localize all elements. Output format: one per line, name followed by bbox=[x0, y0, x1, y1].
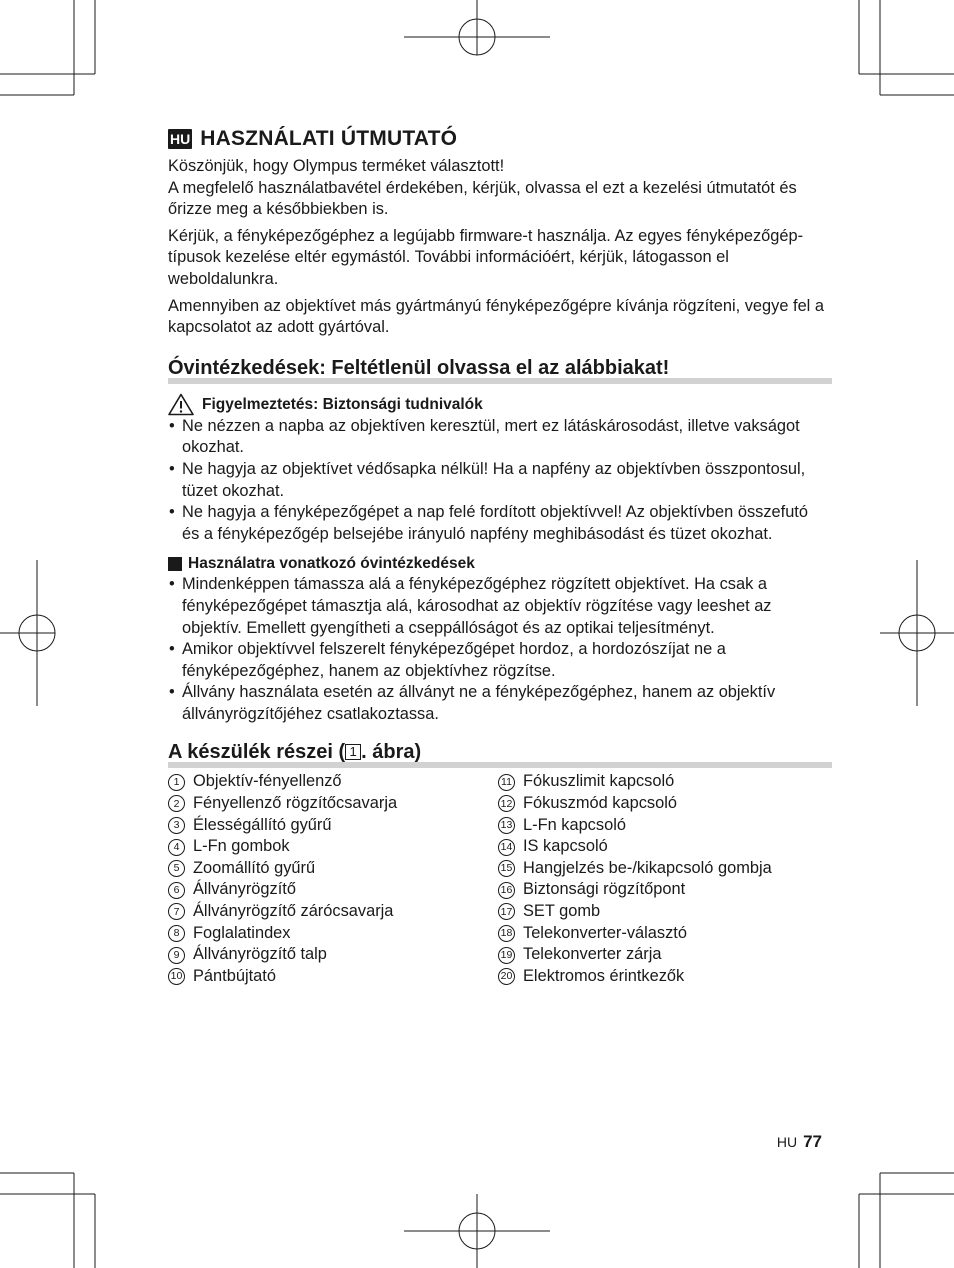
part-label: Biztonsági rögzítőpont bbox=[523, 880, 686, 899]
part-label: Telekonverter zárja bbox=[523, 945, 662, 964]
circled-number-icon: 7 bbox=[168, 903, 185, 920]
list-item bbox=[168, 858, 498, 880]
list-item bbox=[498, 771, 828, 793]
part-label: Pántbújtató bbox=[193, 966, 276, 985]
circled-number-icon: 13 bbox=[498, 817, 515, 834]
parts-column-left bbox=[168, 771, 498, 987]
list-item bbox=[168, 923, 498, 945]
circled-number-icon: 19 bbox=[498, 947, 515, 964]
parts-column-right bbox=[498, 771, 828, 987]
circled-number-icon: 8 bbox=[168, 925, 185, 942]
list-item: • Ne hagyja a fényképezőgépet a nap felé fordított objektívvel! Az objektívben összefutó és a fényképezőgép belsejébe irányuló napfény meghibásodást és tüzet okozhat. bbox=[168, 502, 828, 545]
parts-heading bbox=[168, 739, 828, 767]
list-item bbox=[498, 793, 828, 815]
warning-heading bbox=[168, 393, 828, 416]
list-item bbox=[168, 966, 498, 988]
part-label: Telekonverter-választó bbox=[523, 923, 687, 942]
circled-number-icon: 14 bbox=[498, 839, 515, 856]
list-item: • Mindenképpen támassza alá a fényképezőgéphez rögzített objektívet. Ha csak a fényképezőgépet támasztja alá, károsodhat az objektív rögzítése vagy leeshet az objektív. Emellett gyengítheti a cseppállóságot és az optikai teljesítményt. bbox=[168, 574, 828, 639]
page-content bbox=[168, 124, 828, 987]
list-item bbox=[498, 923, 828, 945]
part-label: L-Fn gombok bbox=[193, 837, 290, 856]
part-label: Állványrögzítő bbox=[193, 880, 296, 899]
usage-list bbox=[168, 574, 828, 725]
list-item bbox=[168, 793, 498, 815]
list-item bbox=[498, 944, 828, 966]
warning-list bbox=[168, 416, 828, 546]
circled-number-icon: 2 bbox=[168, 795, 185, 812]
warning-triangle-icon bbox=[168, 393, 194, 416]
parts-heading-pre: A készülék részei ( bbox=[168, 741, 346, 764]
part-label: L-Fn kapcsoló bbox=[523, 815, 626, 834]
part-label: Fényellenző rögzítőcsavarja bbox=[193, 794, 398, 813]
part-label: Elektromos érintkezők bbox=[523, 966, 685, 985]
part-label: Élességállító gyűrű bbox=[193, 815, 332, 834]
intro-firmware: Kérjük, a fényképezőgéphez a legújabb firmware-t használja. Az egyes fényképezőgép-típusok kezelése eltér egymástól. További információért, kérjük, látogasson el weboldalunkra. bbox=[168, 226, 804, 288]
warning-title: Figyelmeztetés: Biztonsági tudnivalók bbox=[202, 395, 483, 413]
circled-number-icon: 10 bbox=[168, 968, 185, 985]
part-label: Objektív-fényellenző bbox=[193, 772, 342, 791]
square-bullet-icon bbox=[168, 557, 182, 571]
circled-number-icon: 12 bbox=[498, 795, 515, 812]
circled-number-icon: 9 bbox=[168, 947, 185, 964]
usage-heading bbox=[168, 553, 828, 574]
circled-number-icon: 11 bbox=[498, 774, 515, 791]
figure-ref-box: 1 bbox=[345, 744, 361, 760]
page-title-row bbox=[168, 124, 828, 154]
precautions-heading: Óvintézkedések: Feltétlenül olvassa el az alábbiakat! bbox=[168, 355, 828, 383]
list-item: • Amikor objektívvel felszerelt fényképezőgépet hordoz, a hordozószíjat ne a fényképezőgéphez, hanem az objektívhez rögzítse. bbox=[168, 639, 828, 682]
list-item bbox=[498, 858, 828, 880]
list-item bbox=[168, 879, 498, 901]
circled-number-icon: 4 bbox=[168, 839, 185, 856]
page-number: 77 bbox=[803, 1132, 822, 1151]
part-label: Foglalatindex bbox=[193, 923, 291, 942]
intro-thanks: Köszönjük, hogy Olympus terméket választott! bbox=[168, 157, 505, 175]
intro-other-brand: Amennyiben az objektívet más gyártmányú fényképezőgépre kívánja rögzíteni, vegye fel a kapcsolatot az adott gyártóval. bbox=[168, 296, 824, 337]
part-label: Állványrögzítő zárócsavarja bbox=[193, 902, 394, 921]
list-item: • Ne nézzen a napba az objektíven keresztül, mert ez látáskárosodást, illetve vakságot okozhat. bbox=[168, 416, 828, 459]
circled-number-icon: 18 bbox=[498, 925, 515, 942]
parts-list bbox=[168, 771, 828, 987]
part-label: SET gomb bbox=[523, 902, 601, 921]
list-item bbox=[168, 771, 498, 793]
part-label: Fókuszmód kapcsoló bbox=[523, 794, 677, 813]
page-footer bbox=[777, 1132, 822, 1152]
language-badge: HU bbox=[170, 131, 191, 147]
list-item bbox=[498, 815, 828, 837]
circled-number-icon: 17 bbox=[498, 903, 515, 920]
parts-heading-post: . ábra) bbox=[361, 741, 422, 764]
circled-number-icon: 5 bbox=[168, 860, 185, 877]
list-item bbox=[498, 966, 828, 988]
part-label: Zoomállító gyűrű bbox=[193, 858, 316, 877]
list-item bbox=[168, 944, 498, 966]
list-item bbox=[168, 901, 498, 923]
list-item: • Ne hagyja az objektívet védősapka nélkül! Ha a napfény az objektívben összpontosul, tüzet okozhat. bbox=[168, 459, 828, 502]
list-item: • Állvány használata esetén az állványt ne a fényképezőgéphez, hanem az objektív állványrögzítőjéhez csatlakoztassa. bbox=[168, 682, 828, 725]
circled-number-icon: 1 bbox=[168, 774, 185, 791]
part-label: IS kapcsoló bbox=[523, 837, 608, 856]
list-item bbox=[498, 901, 828, 923]
circled-number-icon: 3 bbox=[168, 817, 185, 834]
circled-number-icon: 16 bbox=[498, 882, 515, 899]
intro-read-manual: A megfelelő használatbavétel érdekében, kérjük, olvassa el ezt a kezelési útmutatót és őrizze meg a későbbiekben is. bbox=[168, 178, 797, 219]
list-item bbox=[168, 815, 498, 837]
page-title: HASZNÁLATI ÚTMUTATÓ bbox=[200, 127, 458, 150]
part-label: Állványrögzítő talp bbox=[193, 945, 327, 964]
circled-number-icon: 20 bbox=[498, 968, 515, 985]
circled-number-icon: 15 bbox=[498, 860, 515, 877]
list-item bbox=[498, 836, 828, 858]
part-label: Hangjelzés be-/kikapcsoló gombja bbox=[523, 858, 772, 877]
footer-language: HU bbox=[776, 1134, 798, 1150]
usage-title: Használatra vonatkozó óvintézkedések bbox=[188, 555, 475, 573]
circled-number-icon: 6 bbox=[168, 882, 185, 899]
list-item bbox=[498, 879, 828, 901]
part-label: Fókuszlimit kapcsoló bbox=[523, 772, 675, 791]
list-item bbox=[168, 836, 498, 858]
